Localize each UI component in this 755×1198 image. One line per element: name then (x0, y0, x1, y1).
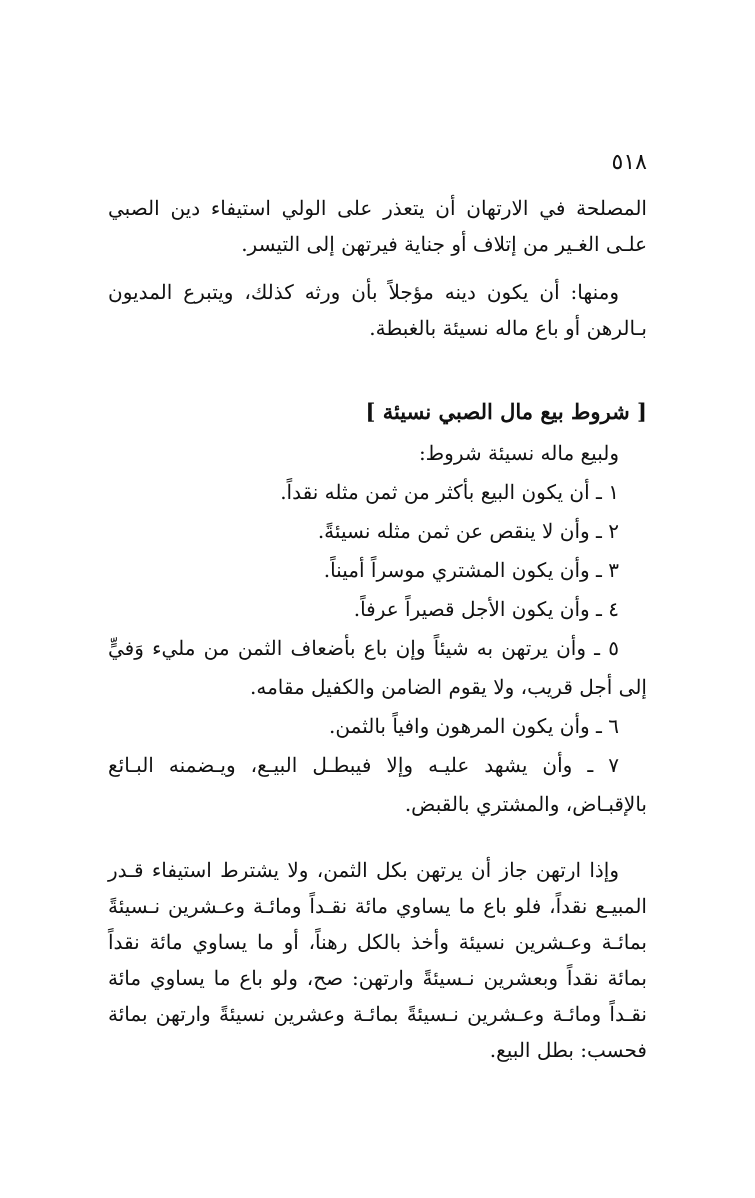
paragraph-final (108, 852, 647, 1068)
list-intro: ولبيع ماله نسيئة شروط: (418, 441, 619, 465)
list-item: ٧ ـ وأن يشهد عليـه وإلا فيبطـل البيـع، ويـضمنه البـائع بالإقبـاض، والمشتري بالقبض. (108, 753, 647, 816)
list-item: ١ ـ أن يكون البيع بأكثر من ثمن مثله نقداً. (280, 480, 619, 504)
section-heading: [ شروط بيع مال الصبي نسيئة ] (365, 399, 647, 424)
list-item: ٦ ـ وأن يكون المرهون وافياً بالثمن. (329, 714, 619, 738)
page-number: ٥١٨ (611, 150, 647, 175)
list-item: ٤ ـ وأن يكون الأجل قصيراً عرفاً. (353, 597, 619, 621)
paragraph-text: المصلحة في الارتهان أن يتعذر على الولي استيفاء دين الصبي علـى الغـير من إتلاف أو جناية فيرتهن إلى التيسر. (108, 196, 647, 256)
conditions-list (108, 434, 647, 824)
list-item: ٣ ـ وأن يكون المشتري موسراً أميناً. (323, 558, 619, 582)
list-item: ٢ ـ وأن لا ينقص عن ثمن مثله نسيئةً. (317, 519, 619, 543)
list-item: ٥ ـ وأن يرتهن به شيئاً وإن باع بأضعاف الثمن من مليء وَفيٍّ إلى أجل قريب، ولا يقوم الضامن والكفيل مقامه. (108, 636, 647, 699)
paragraph-continuation (108, 190, 647, 262)
paragraph-options (108, 274, 647, 346)
paragraph-text: ومنها: أن يكون دينه مؤجلاً بأن ورثه كذلك، ويتبرع المديون بـالرهن أو باع ماله نسيئة بالغبطة. (108, 280, 647, 340)
paragraph-text: وإذا ارتهن جاز أن يرتهن بكل الثمن، ولا يشترط استيفاء قـدر المبيـع نقداً، فلو باع ما يساوي مائة نقـداً ومائـة وعـشرين نـسيئةً بمائـة وعـشرين نسيئة وأخذ بالكل رهناً، أو ما يساوي مائة نقداً بمائة نقداً وبعشرين نـسيئةً وارتهن: صح، ولو باع ما يساوي مائة نقـداً ومائـة وعـشرين نـسيئةً بمائـة وعشرين نسيئةً وارتهن بمائة فحسب: بطل البيع. (108, 858, 647, 1062)
